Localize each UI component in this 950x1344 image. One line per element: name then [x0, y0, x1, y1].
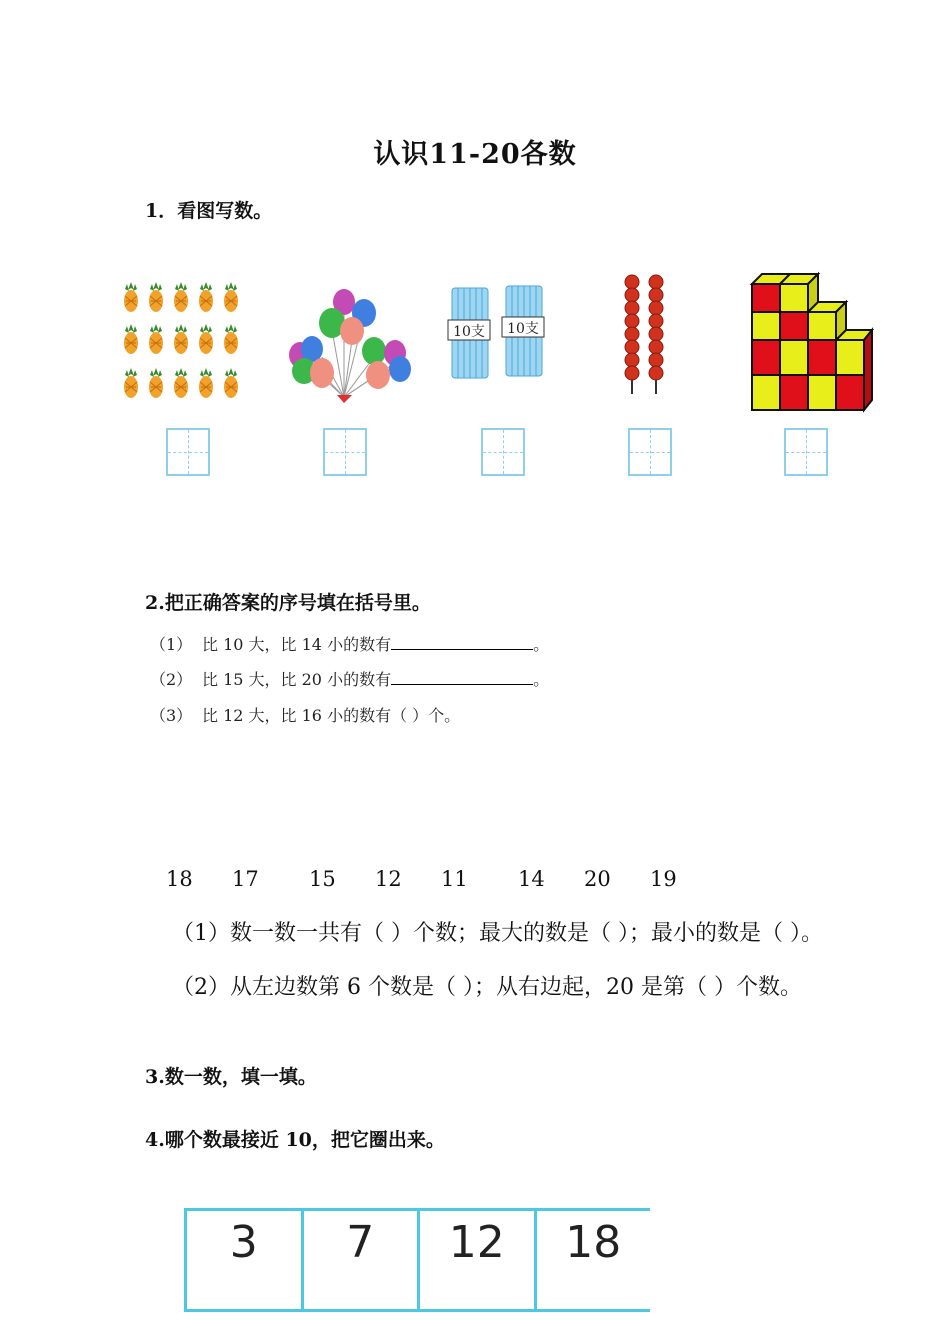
q3-heading: 3.数一数，填一填。 — [145, 1066, 317, 1088]
q2-item-index: （3） — [150, 706, 193, 725]
page-title: 认识11-20各数 — [373, 139, 577, 170]
q2-position-line: （2）从左边数第 6 个数是（ ）；从右边起，20 是第（ ）个数。 — [172, 975, 802, 1000]
q2-heading: 2.把正确答案的序号填在括号里。 — [145, 592, 431, 614]
bundle-label-right: 10支 — [507, 321, 539, 337]
number-cell[interactable] — [420, 1211, 537, 1309]
bundle-label-left: 10支 — [453, 324, 485, 340]
q2-item-index: （2） — [150, 670, 193, 689]
cube-stack-image — [748, 270, 876, 414]
number-cell-value: 3 — [229, 1217, 258, 1268]
q2-item-2 — [150, 667, 549, 690]
q2-item-text: 比 15 大，比 20 小的数有 — [202, 670, 392, 689]
q2-item-index: （1） — [150, 635, 193, 654]
answer-box-5[interactable] — [784, 428, 828, 476]
seq-number: 19 — [650, 867, 677, 891]
answer-box-2[interactable] — [323, 428, 367, 476]
q2-item-text: 比 10 大，比 14 小的数有 — [202, 635, 392, 654]
q2-item-tail: 。 — [533, 670, 550, 689]
seq-number: 17 — [232, 867, 259, 891]
number-cell-value: 12 — [448, 1217, 505, 1268]
q4-heading: 4.哪个数最接近 10，把它圈出来。 — [145, 1129, 445, 1151]
number-cell[interactable] — [537, 1211, 651, 1309]
seq-number: 11 — [441, 867, 468, 891]
balloons-image — [282, 285, 417, 410]
q2-item-3 — [150, 703, 460, 726]
q2-item-1 — [150, 632, 549, 655]
q2-item-text: 比 12 大，比 16 小的数有（ ）个。 — [202, 706, 461, 725]
number-cell[interactable] — [187, 1211, 304, 1309]
answer-box-1[interactable] — [166, 428, 210, 476]
candied-haws-image — [615, 272, 675, 396]
q2-count-line: （1）数一数一共有（ ）个数；最大的数是（ ）；最小的数是（ ）。 — [172, 921, 823, 946]
q1-heading: 1．看图写数。 — [145, 200, 273, 222]
number-cell[interactable] — [304, 1211, 421, 1309]
pencil-bundles-image — [446, 284, 552, 382]
q2-item-tail: 。 — [533, 635, 550, 654]
pineapples-image — [118, 280, 248, 405]
answer-blank[interactable] — [391, 670, 533, 685]
seq-number: 14 — [518, 867, 545, 891]
seq-number: 15 — [309, 867, 336, 891]
number-cell-value: 18 — [565, 1217, 622, 1268]
seq-number: 12 — [375, 867, 402, 891]
seq-number: 18 — [166, 867, 193, 891]
answer-box-4[interactable] — [628, 428, 672, 476]
number-table — [184, 1208, 650, 1312]
answer-blank[interactable] — [391, 635, 533, 650]
number-cell-value: 7 — [346, 1217, 375, 1268]
answer-box-3[interactable] — [481, 428, 525, 476]
seq-number: 20 — [584, 867, 611, 891]
